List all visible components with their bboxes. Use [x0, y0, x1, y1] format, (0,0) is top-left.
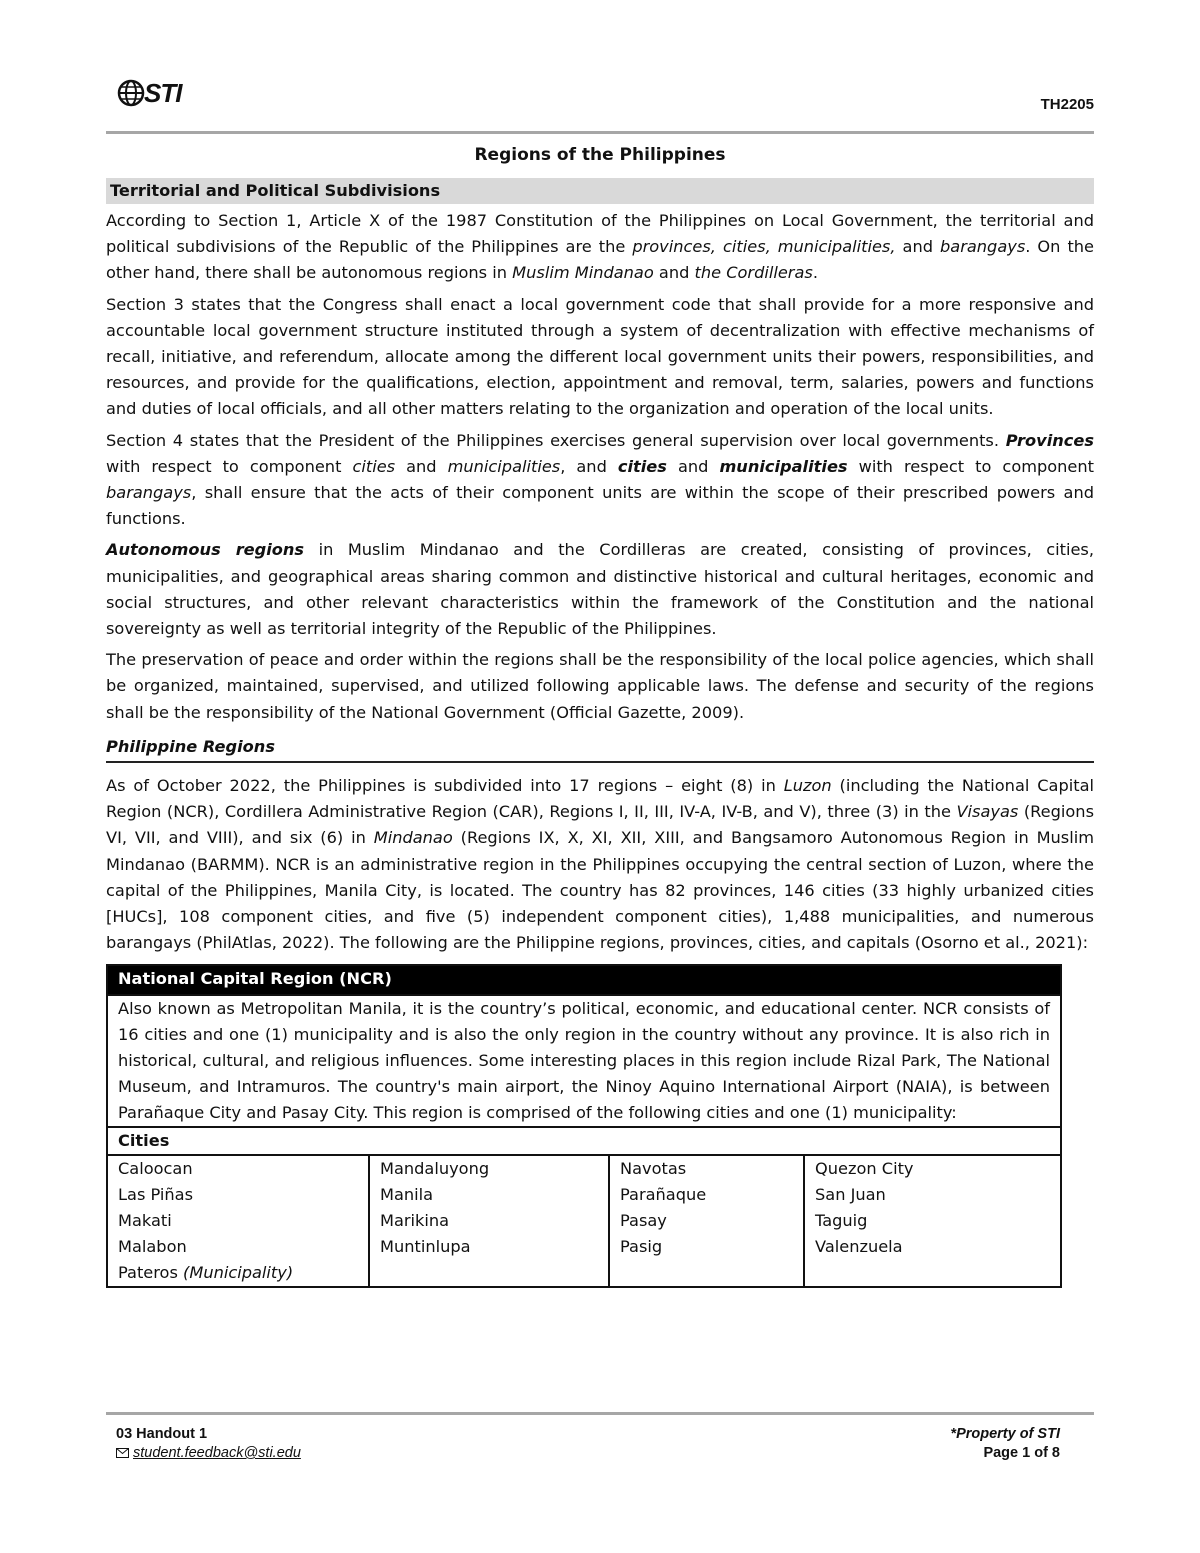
city-column-2 [369, 1155, 609, 1287]
sti-logo [116, 76, 181, 110]
handout-label: 03 Handout 1 [116, 1426, 208, 1442]
paragraph-section1 [106, 208, 1094, 287]
city-name: Manila [380, 1185, 434, 1205]
text-run: Mindanao [373, 828, 453, 848]
main-content [106, 178, 1094, 1288]
text-run: in Muslim Mindanao and the Cordilleras are created, consisting of provinces, cities, municipalities, and geographical areas sharing common and distinctive historical and cultural heritages, economic and social structures, and other relevant characteristics within the framework of the Constitution and the national sovereignty as well as territorial integrity of the Republic of the Philippines. [106, 540, 1095, 639]
footer-left [116, 1425, 301, 1463]
city-name: Valenzuela [815, 1237, 903, 1257]
text-run: the Cordilleras [694, 263, 813, 283]
section-heading-subdivisions: Territorial and Political Subdivisions [106, 178, 1094, 204]
text-run: with respect to component [106, 456, 353, 476]
paragraph-section4 [106, 428, 1094, 533]
municipality-label: Pateros [118, 1263, 184, 1283]
municipality-name [118, 1260, 358, 1286]
city-name: Caloocan [118, 1159, 193, 1179]
paragraph-regions-overview [106, 773, 1094, 956]
ncr-description: Also known as Metropolitan Manila, it is the country’s political, economic, and educational center. NCR consists of 16 cities and one (1) municipality and is also the only region in the country without any province. It is also rich in historical, cultural, and religious influences. Some interesting places in this region include Rizal Park, The National Museum, and Intramuros. The country's main airport, the Ninoy Aquino International Airport (NAIA), is between Parañaque City and Pasay City. This region is comprised of the following cities and one (1) municipality: [107, 995, 1061, 1127]
text-run: cities [352, 456, 396, 476]
text-run: cities [617, 456, 667, 476]
property-label: *Property of STI [950, 1426, 1060, 1442]
text-run: . [812, 263, 818, 283]
city-name: Malabon [118, 1237, 187, 1257]
text-run: municipalities [447, 456, 561, 476]
text-run: Luzon [783, 776, 832, 796]
footer-right [950, 1425, 1060, 1463]
envelope-icon [116, 1448, 129, 1458]
municipality-tag: (Municipality) [183, 1263, 294, 1283]
text-run: Section 4 states that the President of the Philippines exercises general supervision over local governments. [106, 430, 1006, 450]
city-column-1 [107, 1155, 369, 1287]
text-run: As of October 2022, the Philippines is subdivided into 17 regions – eight (8) in [106, 776, 784, 796]
city-name: San Juan [815, 1185, 886, 1205]
globe-icon [116, 78, 146, 108]
text-run: and [895, 237, 941, 257]
city-name: Parañaque [620, 1185, 707, 1205]
paragraph-peace-order: The preservation of peace and order within the regions shall be the responsibility of the local police agencies, which shall be organized, maintained, supervised, and utilized following applicable laws. The defense and security of the regions shall be the responsibility of the National Government (Official Gazette, 2009). [106, 650, 1094, 722]
city-name: Mandaluyong [380, 1159, 490, 1179]
header-divider [106, 131, 1094, 134]
cities-label: Cities [107, 1127, 1061, 1155]
city-name: Pasay [620, 1211, 667, 1231]
city-name: Navotas [620, 1159, 687, 1179]
text-run: and [653, 263, 695, 283]
text-run: Visayas [956, 802, 1019, 822]
city-name: Pasig [620, 1237, 663, 1257]
city-name: Marikina [380, 1211, 450, 1231]
logo-text: STI [144, 77, 182, 108]
text-run: Provinces [1005, 430, 1094, 450]
text-run: According to Section 1, Article X of the 1987 Constitution of the Philippines on Local Government, the territorial and political subdivisions of the Republic of the Philippines are the [106, 211, 1094, 257]
paragraph-section3: Section 3 states that the Congress shall enact a local government code that shall provide for a more responsive and accountable local government structure instituted through a system of decentralization with effective mechanisms of recall, initiative, and referendum, allocate among the different local government units their powers, responsibilities, and resources, and provide for the qualifications, election, appointment and removal, term, salaries, powers and functions and duties of local officials, and all other matters relating to the organization and operation of the local units. [106, 294, 1094, 419]
section-heading-philippine-regions: Philippine Regions [106, 734, 1094, 763]
ncr-table-heading: National Capital Region (NCR) [107, 965, 1061, 995]
text-run: and [395, 456, 448, 476]
ncr-table [106, 964, 1062, 1288]
text-run: , and [560, 456, 618, 476]
city-name: Muntinlupa [380, 1237, 471, 1257]
feedback-email-link[interactable]: student.feedback@sti.edu [133, 1445, 301, 1461]
text-run: municipalities [719, 456, 848, 476]
city-column-4 [804, 1155, 1061, 1287]
text-run: . On the other hand, there shall be autonomous regions in [106, 237, 1095, 283]
city-column-3 [609, 1155, 804, 1287]
text-run: and [666, 456, 720, 476]
text-run: provinces, cities, municipalities, [632, 237, 896, 257]
text-run: barangays [106, 483, 192, 503]
city-name: Las Piñas [118, 1185, 194, 1205]
document-code: TH2205 [1040, 96, 1094, 113]
text-run: , shall ensure that the acts of their component units are within the scope of their prescribed powers and functions. [106, 483, 1094, 529]
text-run: barangays [940, 237, 1026, 257]
text-run: with respect to component [847, 456, 1095, 476]
footer-divider [106, 1412, 1094, 1415]
page-number: Page 1 of 8 [983, 1445, 1060, 1461]
text-run: Muslim Mindanao [512, 263, 654, 283]
page-title: Regions of the Philippines [474, 145, 726, 165]
city-name: Quezon City [815, 1159, 914, 1179]
city-name: Taguig [815, 1211, 868, 1231]
text-run: Autonomous regions [106, 540, 305, 560]
text-run: (Regions VI, VII, and VIII), and six (6) in [106, 802, 1094, 848]
text-run: (including the National Capital Region (NCR), Cordillera Administrative Region (CAR), Regions I, II, III, IV-A, IV-B, and V), three (3) in the [106, 776, 1094, 822]
feedback-email-row [116, 1444, 301, 1463]
city-name: Makati [118, 1211, 172, 1231]
text-run: (Regions IX, X, XI, XII, XIII, and Bangsamoro Autonomous Region in Muslim Mindanao (BARMM). NCR is an administrative region in the Philippines occupying the central section of Luzon, where the capital of the Philippines, Manila City, is located. The country has 82 provinces, 146 cities (33 highly urbanized cities [HUCs], 108 component cities, and five (5) independent component cities), 1,488 municipalities, and numerous barangays (PhilAtlas, 2022). The following are the Philippine regions, provinces, cities, and capitals (Osorno et al., 2021): [106, 828, 1095, 953]
paragraph-autonomous-regions [106, 537, 1094, 642]
